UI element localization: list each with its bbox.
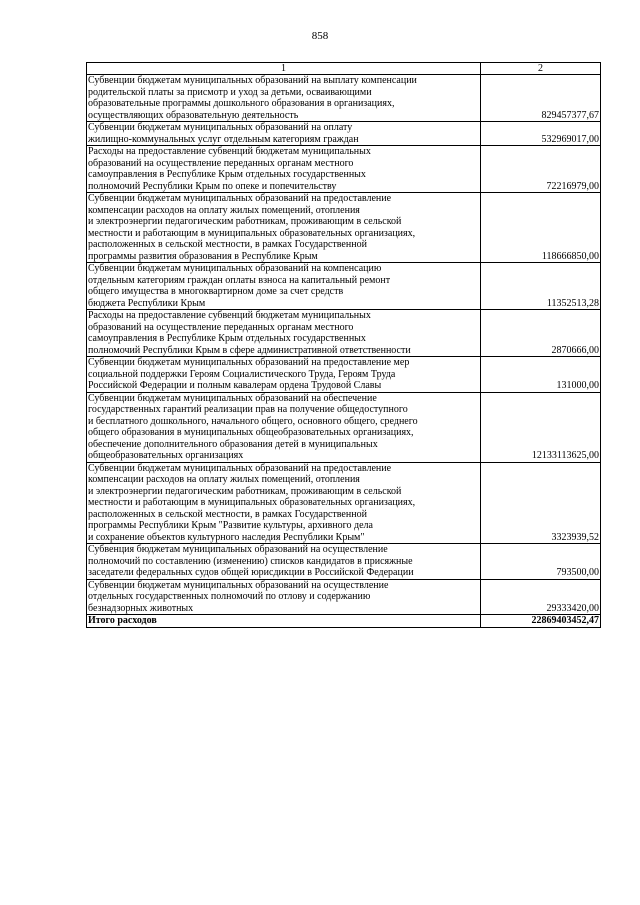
table-row [87, 146, 601, 193]
column-header-1: 1 [87, 63, 481, 75]
table-row [87, 193, 601, 263]
row-amount: 3323939,52 [481, 462, 601, 544]
row-description: Субвенции бюджетам муниципальных образований на выплату компенсации родительской платы за присмотр и уход за детьми, осваивающими образовательные программы дошкольного образования в организациях, осуществляющих образовательную деятельность [87, 75, 481, 122]
row-description: Субвенции бюджетам муниципальных образований на осуществление отдельных государственных полномочий по отлову и содержанию безнадзорных животных [87, 579, 481, 615]
row-description: Субвенции бюджетам муниципальных образований на оплату жилищно-коммунальных услуг отдельным категориям граждан [87, 122, 481, 146]
table-row [87, 357, 601, 393]
row-description: Субвенции бюджетам муниципальных образований на предоставление компенсации расходов на оплату жилых помещений, отопления и электроэнергии педагогическим работникам, проживающим в сельской местности и работающим в муниципальных образовательных организациях, расположенных в сельской местности, в рамках Государственной программы развития образования в Республике Крым [87, 193, 481, 263]
table-row [87, 579, 601, 615]
table-row [87, 122, 601, 146]
table-row [87, 392, 601, 462]
row-amount: 29333420,00 [481, 579, 601, 615]
row-description: Расходы на предоставление субвенций бюджетам муниципальных образований на осуществление переданных органам местного самоуправления в Республике Крым отдельных государственных полномочий Республики Крым в сфере административной ответственности [87, 310, 481, 357]
table-row [87, 462, 601, 544]
row-amount: 118666850,00 [481, 193, 601, 263]
row-description: Расходы на предоставление субвенций бюджетам муниципальных образований на осуществление переданных органам местного самоуправления в Республике Крым отдельных государственных полномочий Республики Крым по опеке и попечительству [87, 146, 481, 193]
total-amount: 22869403452,47 [481, 615, 601, 628]
total-label: Итого расходов [87, 615, 481, 628]
row-amount: 11352513,28 [481, 263, 601, 310]
row-amount: 532969017,00 [481, 122, 601, 146]
row-amount: 12133113625,00 [481, 392, 601, 462]
table-row [87, 310, 601, 357]
row-amount: 793500,00 [481, 544, 601, 580]
row-description: Субвенции бюджетам муниципальных образований на предоставление компенсации расходов на оплату жилых помещений, отопления и электроэнергии педагогическим работникам, проживающим в сельской местности и работающим в муниципальных образовательных организациях, расположенных в сельской местности, в рамках Государственной программы Республики Крым "Развитие культуры, архивного дела и сохранение объектов культурного наследия Республики Крым" [87, 462, 481, 544]
expenditure-table [86, 62, 601, 628]
table-row [87, 544, 601, 580]
row-amount: 131000,00 [481, 357, 601, 393]
table-row [87, 263, 601, 310]
row-amount: 72216979,00 [481, 146, 601, 193]
column-header-2: 2 [481, 63, 601, 75]
row-amount: 829457377,67 [481, 75, 601, 122]
row-description: Субвенция бюджетам муниципальных образований на осуществление полномочий по составлению (изменению) списков кандидатов в присяжные заседатели федеральных судов общей юрисдикции в Российской Федерации [87, 544, 481, 580]
total-row [87, 615, 601, 628]
page-number: 858 [311, 30, 329, 42]
row-amount: 2870666,00 [481, 310, 601, 357]
row-description: Субвенции бюджетам муниципальных образований на компенсацию отдельным категориям граждан оплаты взноса на капитальный ремонт общего имущества в многоквартирном доме за счет средств бюджета Республики Крым [87, 263, 481, 310]
table-header-row [87, 63, 601, 75]
row-description: Субвенции бюджетам муниципальных образований на обеспечение государственных гарантий реализации прав на получение общедоступного и бесплатного дошкольного, начального общего, основного общего, среднего общего образования в муниципальных общеобразовательных организациях, обеспечение дополнительного образования детей в муниципальных общеобразовательных организациях [87, 392, 481, 462]
table-row [87, 75, 601, 122]
row-description: Субвенции бюджетам муниципальных образований на предоставление мер социальной поддержки Героям Социалистического Труда, Героям Труда Российской Федерации и полным кавалерам ордена Трудовой Славы [87, 357, 481, 393]
